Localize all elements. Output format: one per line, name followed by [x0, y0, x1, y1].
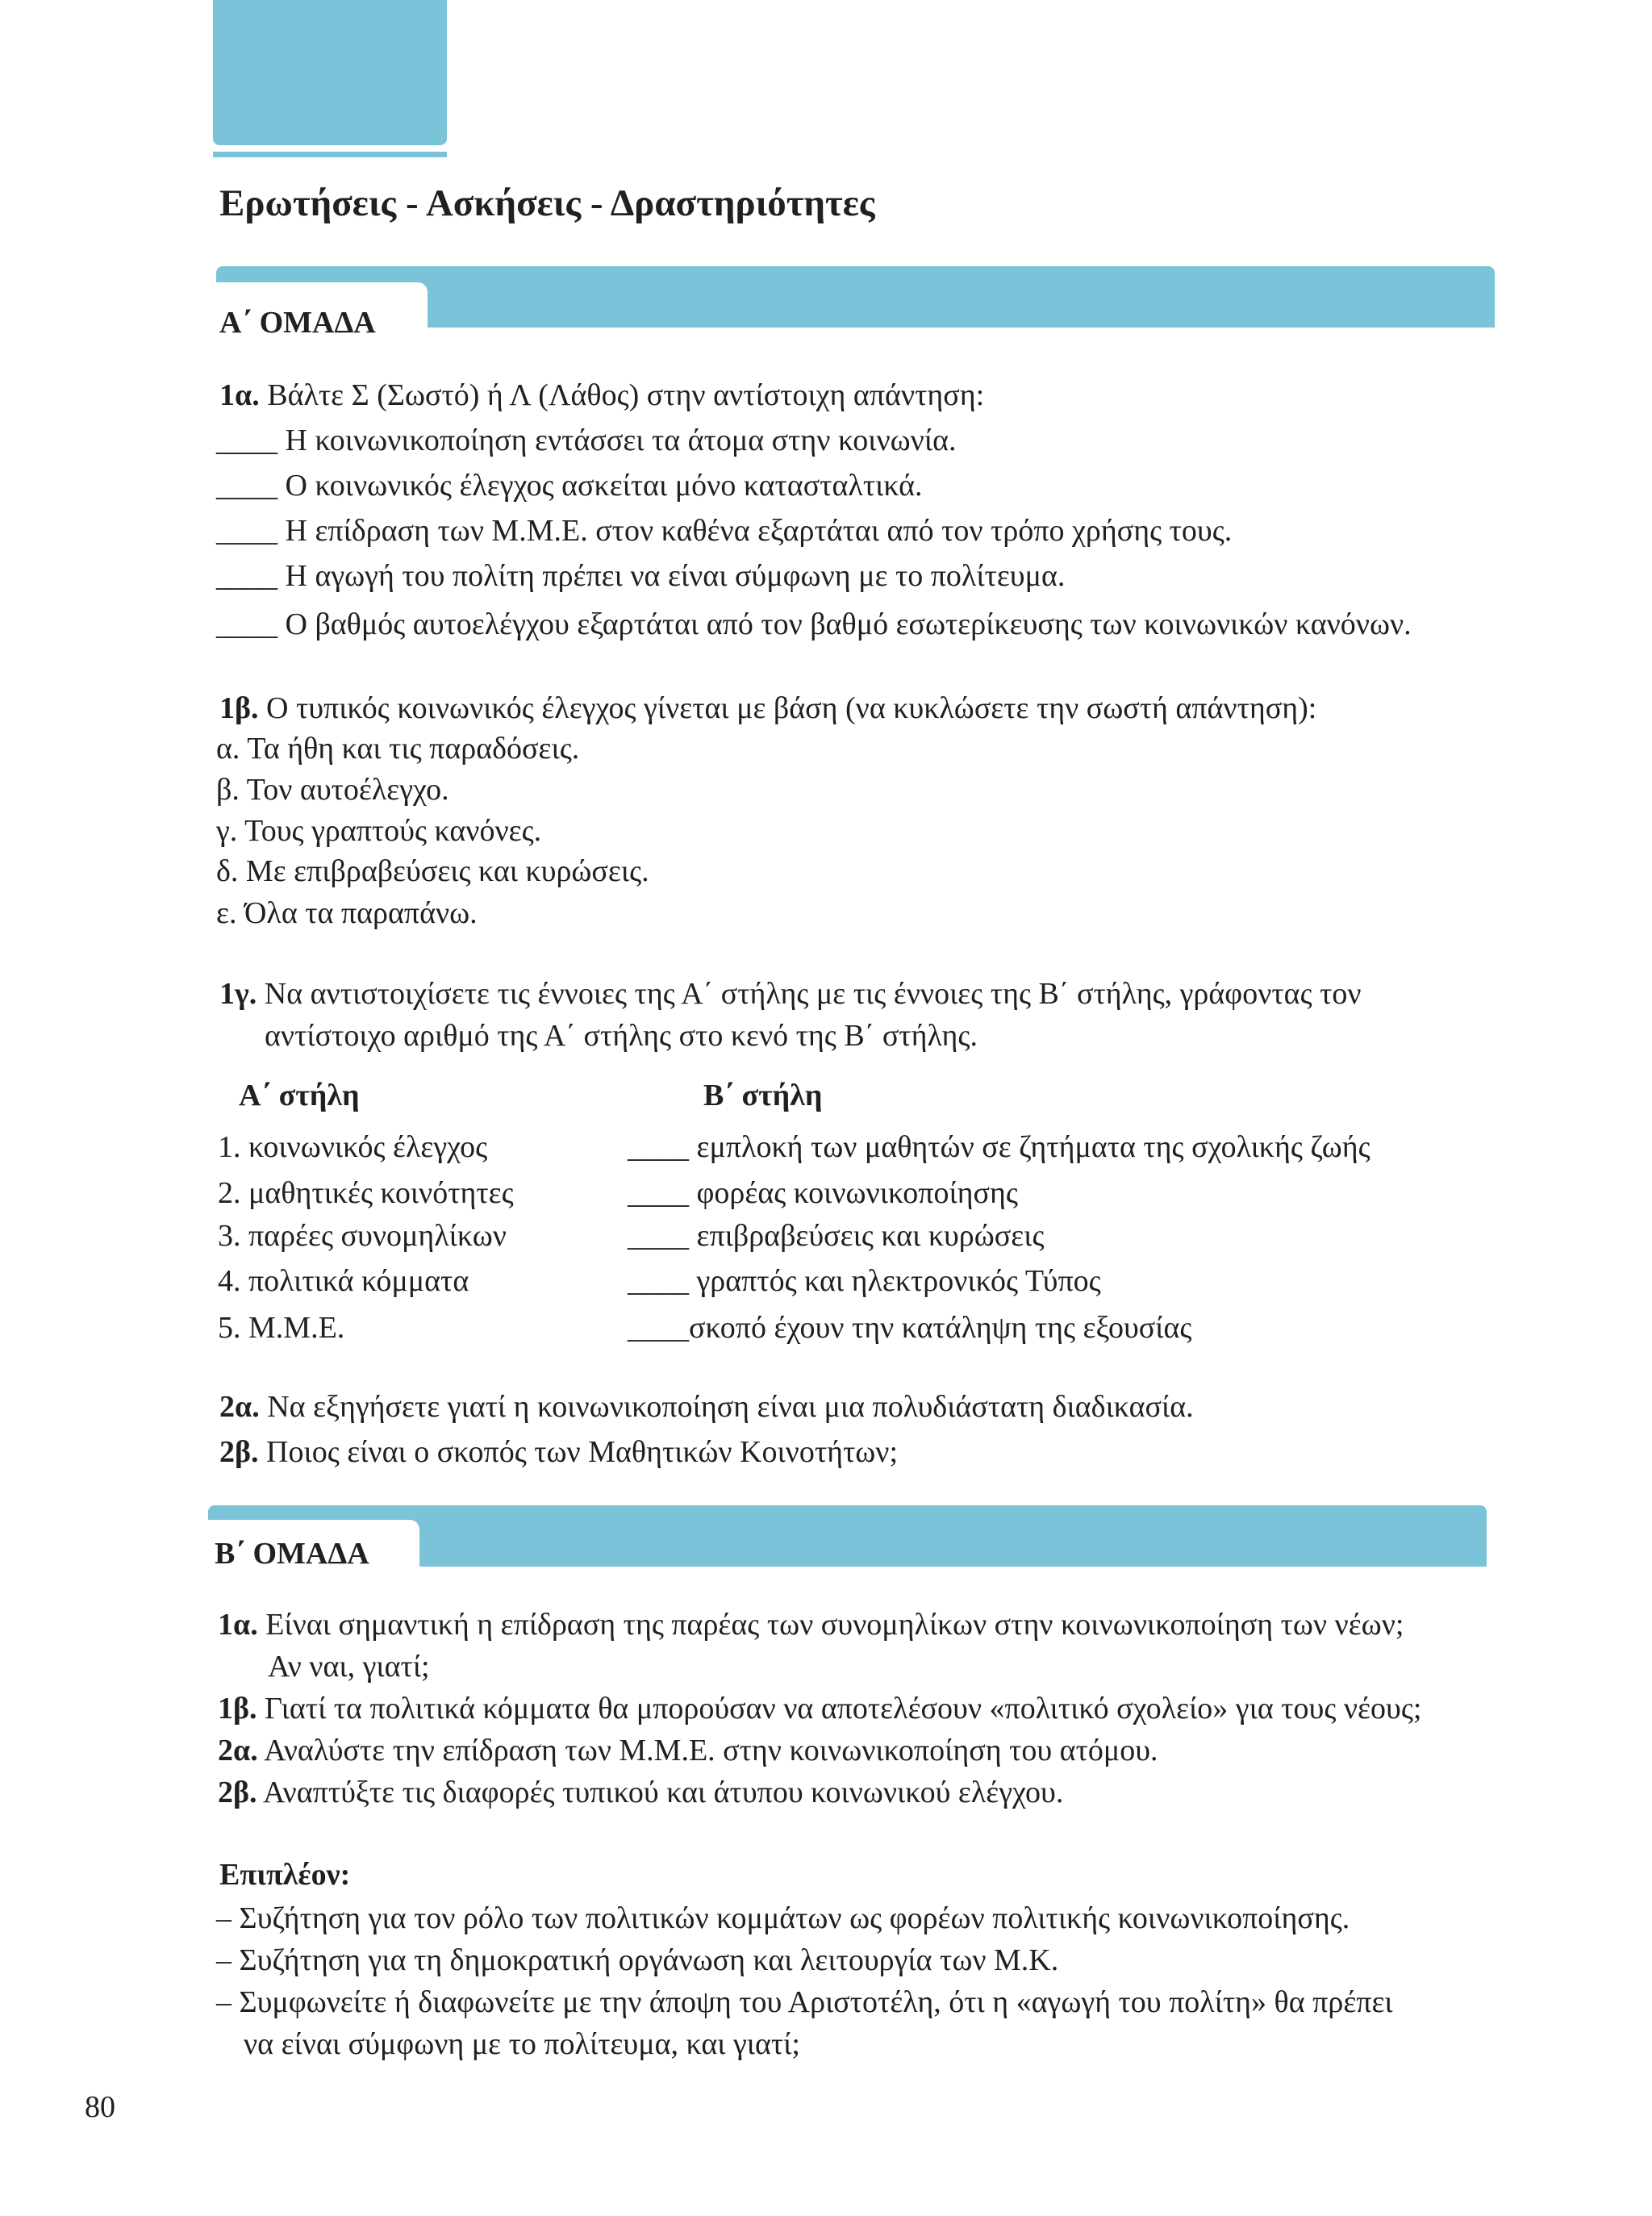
- page-title: Ερωτήσεις - Ασκήσεις - Δραστηριότητες: [219, 182, 875, 224]
- question-number: 1β.: [219, 691, 259, 725]
- page-number: 80: [85, 2090, 115, 2124]
- column-a-header: Α΄ στήλη: [239, 1079, 360, 1112]
- column-a-item: 4. πολιτικά κόμματα: [218, 1264, 469, 1298]
- question-text: Να εξηγήσετε γιατί η κοινωνικοποίηση είναι μια πολυδιάστατη διαδικασία.: [267, 1390, 1194, 1424]
- extra-title: Επιπλέον:: [219, 1858, 351, 1892]
- question-number: 2β.: [219, 1435, 259, 1469]
- tf-item: ____ Η κοινωνικοποίηση εντάσσει τα άτομα στην κοινωνία.: [216, 424, 957, 457]
- option-item: δ. Με επιβραβεύσεις και κυρώσεις.: [216, 854, 649, 888]
- tf-item: ____ Η αγωγή του πολίτη πρέπει να είναι σύμφωνη με το πολίτευμα.: [216, 559, 1066, 593]
- extra-item-cont: να είναι σύμφωνη με το πολίτευμα, και γιατί;: [244, 2027, 800, 2061]
- question-number: 1γ.: [219, 977, 257, 1011]
- question-number: 1α.: [219, 378, 260, 412]
- column-b-item: ____ εμπλοκή των μαθητών σε ζητήματα της σχολικής ζωής: [628, 1130, 1370, 1164]
- column-b-item: ____σκοπό έχουν την κατάληψη της εξουσίας: [628, 1311, 1192, 1345]
- question-a-2b: [219, 1434, 898, 1471]
- question-text-cont: Αν ναι, γιατί;: [268, 1650, 430, 1684]
- question-a-1a: [219, 378, 984, 415]
- question-text: Βάλτε Σ (Σωστό) ή Λ (Λάθος) στην αντίστοιχη απάντηση:: [267, 378, 985, 412]
- tf-item: ____ Ο βαθμός αυτοελέγχου εξαρτάται από τον βαθμό εσωτερίκευσης των κοινωνικών κανόνων.: [216, 607, 1412, 641]
- column-b-header: Β΄ στήλη: [703, 1079, 823, 1112]
- question-b-1a: [218, 1607, 1404, 1644]
- extra-item: – Συμφωνείτε ή διαφωνείτε με την άποψη του Αριστοτέλη, ότι η «αγωγή του πολίτη» θα πρέπει: [216, 1985, 1393, 2019]
- group-a-label: Α΄ ΟΜΑΔΑ: [219, 306, 376, 340]
- option-item: β. Τον αυτοέλεγχο.: [216, 773, 449, 807]
- question-text: Αναλύστε την επίδραση των Μ.Μ.Ε. στην κοινωνικοποίηση του ατόμου.: [264, 1734, 1158, 1767]
- column-b-item: ____ φορέας κοινωνικοποίησης: [628, 1176, 1018, 1210]
- option-item: γ. Τους γραπτούς κανόνες.: [216, 814, 542, 848]
- question-b-1b: [218, 1691, 1421, 1728]
- column-a-item: 5. Μ.Μ.Ε.: [218, 1311, 345, 1345]
- question-b-2b: [218, 1775, 1063, 1812]
- option-item: ε. Όλα τα παραπάνω.: [216, 896, 478, 930]
- question-b-2a: [218, 1733, 1158, 1770]
- question-number: 2α.: [218, 1734, 258, 1767]
- tf-item: ____ Ο κοινωνικός έλεγχος ασκείται μόνο κατασταλτικά.: [216, 469, 923, 503]
- corner-decoration-line: [213, 152, 447, 157]
- question-text: Να αντιστοιχίσετε τις έννοιες της Α΄ στήλης με τις έννοιες της Β΄ στήλης, γράφοντας τον: [264, 977, 1362, 1011]
- column-a-item: 1. κοινωνικός έλεγχος: [218, 1130, 488, 1164]
- question-text: Ο τυπικός κοινωνικός έλεγχος γίνεται με βάση (να κυκλώσετε την σωστή απάντηση):: [266, 691, 1317, 725]
- column-a-item: 3. παρέες συνομηλίκων: [218, 1219, 507, 1253]
- extra-item: – Συζήτηση για τη δημοκρατική οργάνωση και λειτουργία των Μ.Κ.: [216, 1943, 1059, 1977]
- question-text-cont: αντίστοιχο αριθμό της Α΄ στήλης στο κενό της Β΄ στήλης.: [265, 1019, 978, 1053]
- group-b-label: Β΄ ΟΜΑΔΑ: [215, 1537, 369, 1571]
- tf-item: ____ Η επίδραση των Μ.Μ.Ε. στον καθένα εξαρτάται από τον τρόπο χρήσης τους.: [216, 514, 1233, 548]
- question-text: Είναι σημαντική η επίδραση της παρέας των συνομηλίκων στην κοινωνικοποίηση των νέων;: [265, 1608, 1404, 1642]
- corner-decoration: [213, 0, 447, 145]
- question-a-2a: [219, 1389, 1194, 1426]
- column-a-item: 2. μαθητικές κοινότητες: [218, 1176, 514, 1210]
- question-number: 1β.: [218, 1692, 257, 1726]
- question-text: Γιατί τα πολιτικά κόμματα θα μπορούσαν να αποτελέσουν «πολιτικό σχολείο» για τους νέους;: [265, 1692, 1422, 1726]
- question-text: Αναπτύξτε τις διαφορές τυπικού και άτυπου κοινωνικού ελέγχου.: [262, 1776, 1064, 1809]
- extra-item: – Συζήτηση για τον ρόλο των πολιτικών κομμάτων ως φορέων πολιτικής κοινωνικοποίησης.: [216, 1901, 1350, 1935]
- question-number: 2β.: [218, 1776, 257, 1809]
- question-a-1c: [219, 976, 1362, 1013]
- column-b-item: ____ επιβραβεύσεις και κυρώσεις: [628, 1219, 1045, 1253]
- column-b-item: ____ γραπτός και ηλεκτρονικός Τύπος: [628, 1264, 1101, 1298]
- question-a-1b: [219, 691, 1316, 728]
- question-text: Ποιος είναι ο σκοπός των Μαθητικών Κοινοτήτων;: [266, 1435, 899, 1469]
- question-number: 1α.: [218, 1608, 258, 1642]
- question-number: 2α.: [219, 1390, 260, 1424]
- option-item: α. Τα ήθη και τις παραδόσεις.: [216, 732, 580, 766]
